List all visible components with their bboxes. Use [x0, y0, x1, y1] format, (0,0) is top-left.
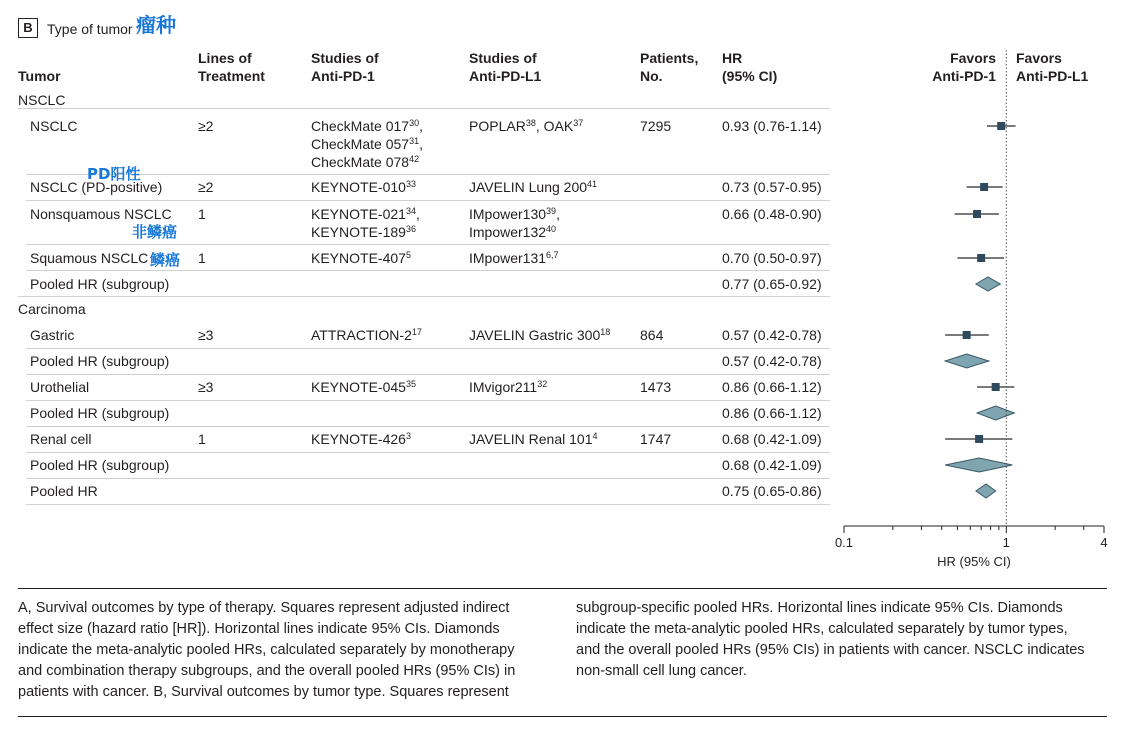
- reference-number: 42: [409, 154, 420, 164]
- x-tick-label: 4: [1100, 535, 1108, 550]
- study-name: KEYNOTE-189: [311, 224, 406, 240]
- pooled-diamond: [976, 484, 996, 498]
- header-hr-2: (95% CI): [722, 68, 778, 84]
- hr-value: 0.86 (0.66-1.12): [722, 379, 822, 395]
- pooled-label: Pooled HR (subgroup): [30, 276, 170, 292]
- lines-of-treatment: ≥2: [198, 179, 214, 195]
- effect-square: [963, 331, 971, 339]
- tumor-label: Urothelial: [30, 379, 90, 395]
- favors-left-2: Anti-PD-1: [932, 68, 996, 84]
- header-patients-2: No.: [640, 68, 663, 84]
- study-name: Impower132: [469, 224, 547, 240]
- pooled-label: Pooled HR (subgroup): [30, 405, 170, 421]
- study-name: CheckMate 017: [311, 118, 410, 134]
- reference-number: 41: [587, 179, 598, 189]
- study-name: POPLAR: [469, 118, 526, 134]
- study-name: KEYNOTE-426: [311, 431, 406, 447]
- header-lines-2: Treatment: [198, 68, 265, 84]
- study-name: JAVELIN Gastric 300: [469, 327, 601, 343]
- tumor-label: NSCLC: [30, 118, 78, 134]
- pooled-label: Pooled HR (subgroup): [30, 353, 170, 369]
- caption-left-line: indicate the meta-analytic pooled HRs, calculated separately by monotherapy: [18, 642, 515, 658]
- hr-value: 0.77 (0.65-0.92): [722, 276, 822, 292]
- caption-right-line: and the overall pooled HRs (95% CIs) in patients with cancer. NSCLC indicates: [576, 642, 1085, 658]
- effect-square: [975, 435, 983, 443]
- hr-value: 0.93 (0.76-1.14): [722, 118, 822, 134]
- study-anti-pd-1: CheckMate $057^{31}$,: [311, 136, 423, 152]
- study-anti-pd-l1: $IMpower130^{39}$,: [469, 206, 560, 222]
- annotation-pd-positive: PD阳性: [87, 165, 141, 183]
- reference-number: 6,7: [546, 250, 559, 260]
- pooled-diamond: [977, 406, 1014, 420]
- effect-square: [997, 122, 1005, 130]
- hr-value: 0.57 (0.42-0.78): [722, 327, 822, 343]
- reference-number: 3: [405, 431, 411, 441]
- lines-of-treatment: 1: [198, 206, 206, 222]
- effect-square: [992, 383, 1000, 391]
- reference-number: 39: [546, 206, 557, 216]
- study-name: KEYNOTE-010: [311, 179, 406, 195]
- x-tick-label: 1: [1002, 535, 1010, 550]
- annotation-tumor-type: 瘤种: [136, 13, 176, 37]
- patients-count: 864: [640, 327, 664, 343]
- study-name: ATTRACTION-2: [311, 327, 412, 343]
- panel-letter-box: B: [18, 18, 38, 38]
- annotation-nonsquamous: 非鳞癌: [132, 223, 178, 241]
- caption-right: [576, 598, 1096, 682]
- hr-value: 0.66 (0.48-0.90): [722, 206, 822, 222]
- tumor-label: Gastric: [30, 327, 75, 343]
- effect-square: [980, 183, 988, 191]
- patients-count: 7295: [640, 118, 672, 134]
- effect-square: [973, 210, 981, 218]
- lines-of-treatment: 1: [198, 431, 206, 447]
- reference-number: 18: [600, 327, 611, 337]
- reference-number: 34: [405, 206, 416, 216]
- patients-count: 1473: [640, 379, 672, 395]
- study-anti-pd-1: KEYNOTE-$021^{34}$,: [311, 206, 420, 222]
- panel-title: Type of tumor: [47, 21, 133, 37]
- caption-left-line: A, Survival outcomes by type of therapy. Squares represent adjusted indirect: [18, 600, 510, 616]
- reference-number: 40: [546, 224, 557, 234]
- study-name: CheckMate 078: [311, 154, 410, 170]
- caption-left-line: and combination therapy subgroups, and the overall pooled HRs (95% CIs) in: [18, 663, 516, 679]
- annotation-squamous: 鳞癌: [150, 251, 181, 269]
- reference-number: 17: [411, 327, 422, 337]
- caption-bottom-rule: [18, 716, 1107, 717]
- caption-top-rule: [18, 588, 1107, 589]
- x-axis-label: HR (95% CI): [937, 554, 1011, 569]
- pooled-label: Pooled HR (subgroup): [30, 457, 170, 473]
- caption-right-line: indicate the meta-analytic pooled HRs, calculated separately by tumor types,: [576, 621, 1068, 637]
- lines-of-treatment: ≥3: [198, 379, 214, 395]
- x-tick-label: 0.1: [834, 535, 854, 550]
- study-name: CheckMate 057: [311, 136, 410, 152]
- reference-number: 4: [592, 431, 598, 441]
- caption-left: [18, 598, 538, 703]
- header-lines-1: Lines of: [198, 50, 252, 66]
- reference-number: 33: [405, 179, 416, 189]
- favors-left-1: Favors: [950, 50, 996, 66]
- reference-number: 36: [405, 224, 416, 234]
- study-anti-pd-1: CheckMate $017^{30}$,: [311, 118, 423, 134]
- caption-left-line: effect size (hazard ratio [HR]). Horizontal lines indicate 95% CIs. Diamonds: [18, 621, 500, 637]
- header-pdl1-1: Studies of: [469, 50, 537, 66]
- hr-value: 0.70 (0.50-0.97): [722, 250, 822, 266]
- header-pd1-2: Anti-PD-1: [311, 68, 375, 84]
- header-patients-1: Patients,: [640, 50, 699, 66]
- header-pd1-1: Studies of: [311, 50, 379, 66]
- pooled-diamond: [945, 458, 1012, 472]
- hr-value: 0.73 (0.57-0.95): [722, 179, 822, 195]
- reference-number: 37: [573, 118, 584, 128]
- patients-count: 1747: [640, 431, 672, 447]
- reference-number: 38: [525, 118, 536, 128]
- study-name: JAVELIN Renal 101: [469, 431, 593, 447]
- hr-value: 0.68 (0.42-1.09): [722, 431, 822, 447]
- pooled-diamond: [976, 277, 1000, 291]
- group-label: Carcinoma: [18, 301, 86, 317]
- study-name: JAVELIN Lung 200: [469, 179, 588, 195]
- study-name: IMpower131: [469, 250, 547, 266]
- study-anti-pd-l1: POPLAR$^{38}$, OAK$^{37}$: [469, 118, 584, 134]
- study-name: IMvigor211: [469, 379, 538, 395]
- lines-of-treatment: 1: [198, 250, 206, 266]
- caption-right-line: non-small cell lung cancer.: [576, 663, 747, 679]
- effect-square: [977, 254, 985, 262]
- lines-of-treatment: ≥3: [198, 327, 214, 343]
- reference-number: 32: [537, 379, 548, 389]
- pooled-diamond: [945, 354, 989, 368]
- hr-value: 0.68 (0.42-1.09): [722, 457, 822, 473]
- reference-number: 5: [405, 250, 411, 260]
- header-pdl1-2: Anti-PD-L1: [469, 68, 542, 84]
- tumor-label: Renal cell: [30, 431, 92, 447]
- reference-number: 35: [405, 379, 416, 389]
- favors-right-2: Anti-PD-L1: [1016, 68, 1089, 84]
- tumor-label: Nonsquamous NSCLC: [30, 206, 172, 222]
- study-name: KEYNOTE-045: [311, 379, 406, 395]
- favors-right-1: Favors: [1016, 50, 1062, 66]
- reference-number: 30: [409, 118, 420, 128]
- group-label: NSCLC: [18, 92, 66, 108]
- tumor-label: Squamous NSCLC: [30, 250, 149, 266]
- hr-value: 0.86 (0.66-1.12): [722, 405, 822, 421]
- lines-of-treatment: ≥2: [198, 118, 214, 134]
- tumor-label: NSCLC (PD-positive): [30, 179, 163, 195]
- caption-left-line: patients with cancer. B, Survival outcomes by tumor type. Squares represent: [18, 684, 509, 700]
- header-tumor: Tumor: [18, 68, 61, 84]
- study-name: KEYNOTE-407: [311, 250, 406, 266]
- pooled-label: Pooled HR: [30, 483, 98, 499]
- header-hr-1: HR: [722, 50, 743, 66]
- hr-value: 0.57 (0.42-0.78): [722, 353, 822, 369]
- hr-value: 0.75 (0.65-0.86): [722, 483, 822, 499]
- caption-right-line: subgroup-specific pooled HRs. Horizontal lines indicate 95% CIs. Diamonds: [576, 600, 1063, 616]
- reference-number: 31: [409, 136, 420, 146]
- study-name: KEYNOTE-021: [311, 206, 406, 222]
- study-name: OAK: [543, 118, 574, 134]
- study-name: IMpower130: [469, 206, 547, 222]
